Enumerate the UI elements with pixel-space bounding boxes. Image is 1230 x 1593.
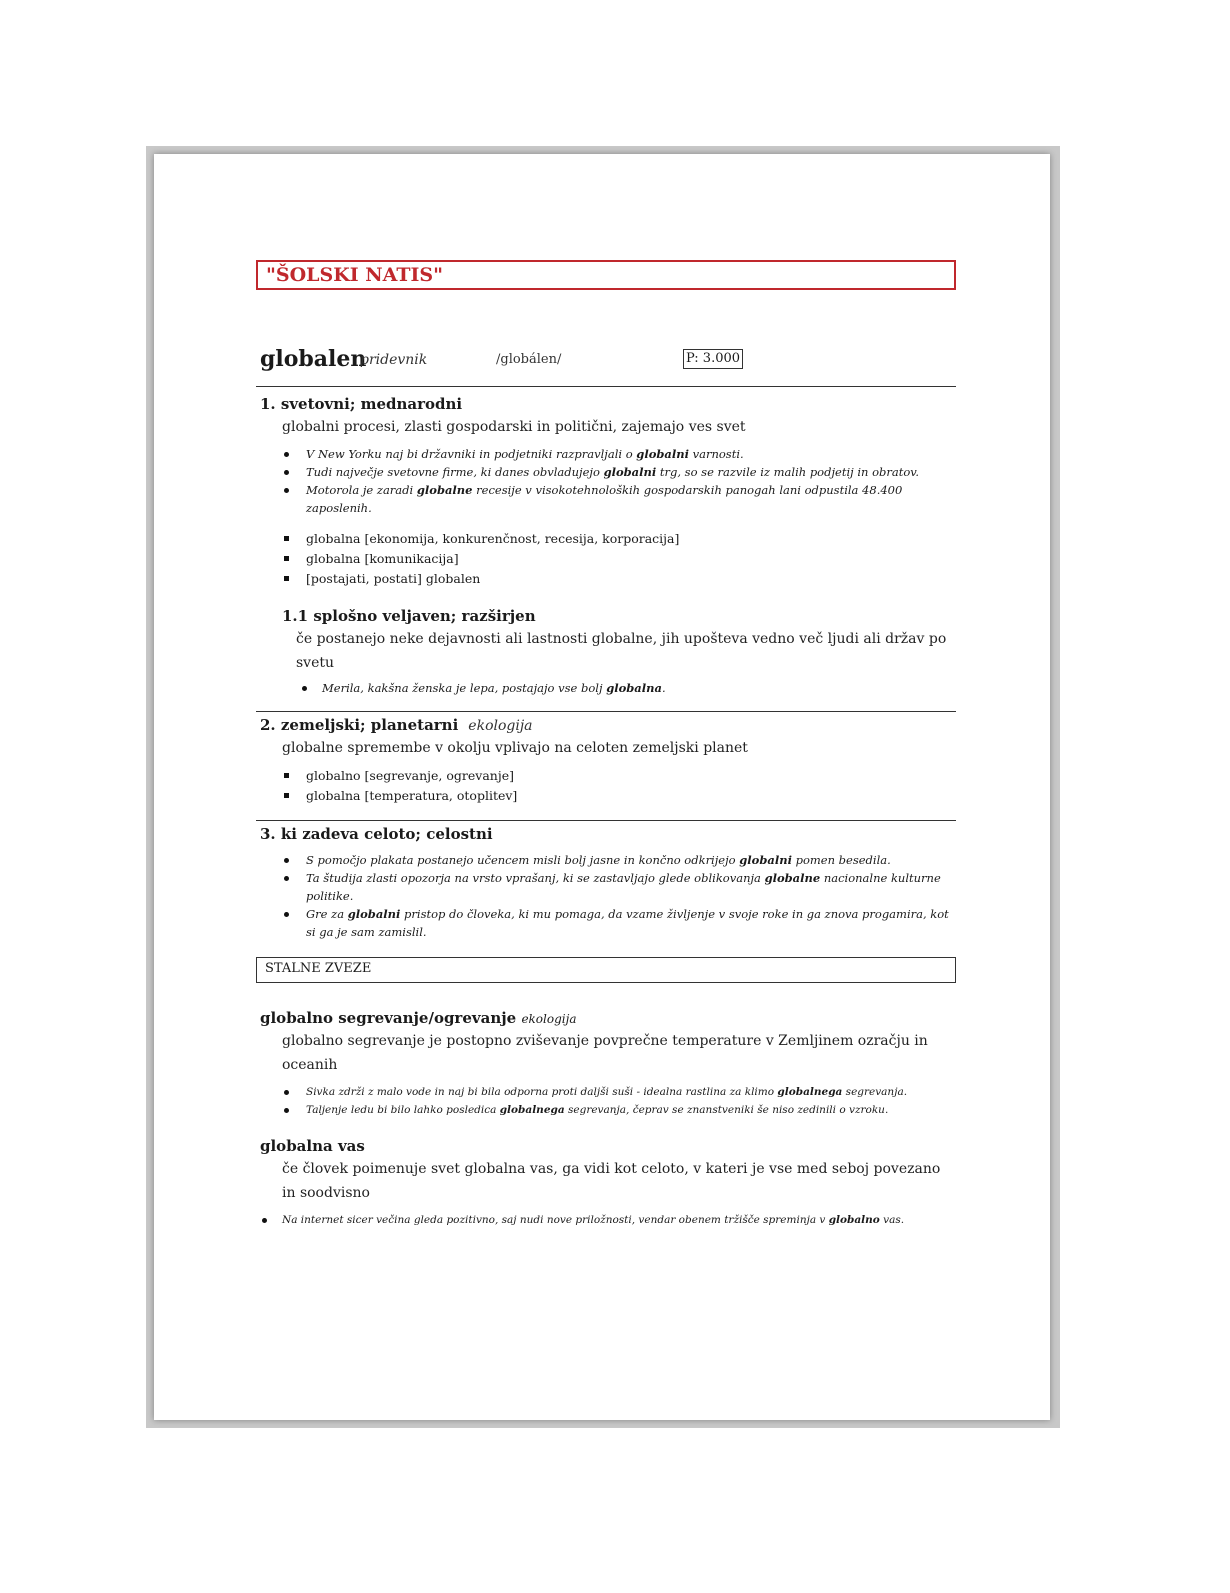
sense-divider (256, 820, 956, 821)
sense-3-examples (256, 851, 956, 941)
example-item: V New Yorku naj bi državniki in podjetniki razpravljali o globalni varnosti. (256, 445, 956, 463)
sense-2-collocations (256, 766, 956, 806)
sense-1-definition: globalni procesi, zlasti gospodarski in politični, zajemajo ves svet (282, 419, 746, 435)
phrase-2-definition: če človek poimenuje svet globalna vas, ga vidi kot celoto, v kateri je vse med seboj povezano in soodvisno (282, 1161, 941, 1201)
example-item: Na internet sicer večina gleda pozitivno, saj nudi nove priložnosti, vendar obenem tržišče spreminja v globalno vas. (256, 1211, 956, 1229)
sense-3-title: 3. ki zadeva celoto; celostni (260, 825, 493, 843)
example-item: Tudi največje svetovne firme, ki danes obvladujejo globalni trg, so se razvile iz malih podjetij in obratov. (256, 463, 956, 481)
phrase-2-title: globalna vas (260, 1137, 365, 1155)
document-page (154, 154, 1050, 1420)
dictionary-title: "ŠOLSKI NATIS" (256, 260, 956, 290)
example-item: S pomočjo plakata postanejo učencem misli bolj jasne in končno odkrijejo globalni pomen besedila. (256, 851, 956, 869)
pronunciation: /globálen/ (496, 352, 562, 367)
collocation-item: globalno [segrevanje, ogrevanje] (256, 766, 956, 786)
part-of-speech: pridevnik (360, 352, 428, 368)
fixed-phrases-header: STALNE ZVEZE (256, 957, 956, 983)
subsense-definition: če postanejo neke dejavnosti ali lastnosti globalne, jih upošteva vedno več ljudi ali držav po svetu (296, 631, 947, 671)
phrase-1-title: globalno segrevanje/ogrevanje ekologija (260, 1009, 577, 1027)
sense-2-definition: globalne spremembe v okolju vplivajo na celoten zemeljski planet (282, 740, 748, 756)
dictionary-entry (256, 260, 956, 1229)
example-item: Motorola je zaradi globalne recesije v visokotehnoloških gospodarskih panogah lani odpustila 48.400 zaposlenih. (256, 481, 956, 517)
phrase-1-examples (256, 1083, 956, 1119)
example-item: Gre za globalni pristop do človeka, ki mu pomaga, da vzame življenje v svoje roke in ga znova progamira, kot si ga je sam zamislil. (256, 905, 956, 941)
example-item: Sivka zdrži z malo vode in naj bi bila odporna proti daljši suši - idealna rastlina za klimo globalnega segrevanja. (256, 1083, 956, 1101)
sense-2-title: 2. zemeljski; planetarni ekologija (260, 716, 533, 734)
phrase-2-examples (256, 1211, 956, 1229)
phrase-1-definition: globalno segrevanje je postopno zviševanje povprečne temperature v Zemljinem ozračju in oceanih (282, 1033, 928, 1073)
frequency-badge: P: 3.000 (683, 349, 743, 369)
collocation-item: globalna [komunikacija] (256, 549, 956, 569)
domain-label: ekologija (521, 1012, 577, 1026)
sense-1-title: 1. svetovni; mednarodni (260, 395, 463, 413)
headword: globalen (260, 346, 367, 372)
collocation-item: globalna [temperatura, otoplitev] (256, 786, 956, 806)
domain-label: ekologija (468, 718, 533, 734)
sense-divider (256, 711, 956, 712)
collocation-item: globalna [ekonomija, konkurenčnost, recesija, korporacija] (256, 529, 956, 549)
sense-1-collocations (256, 529, 956, 589)
subsense-examples (256, 679, 956, 697)
example-item: Merila, kakšna ženska je lepa, postajajo vse bolj globalna. (256, 679, 956, 697)
headword-row (256, 346, 956, 387)
collocation-item: [postajati, postati] globalen (256, 569, 956, 589)
example-item: Ta študija zlasti opozorja na vrsto vprašanj, ki se zastavljajo glede oblikovanja globalne nacionalne kulturne politike. (256, 869, 956, 905)
subsense-title: 1.1 splošno veljaven; razširjen (282, 607, 536, 625)
example-item: Taljenje ledu bi bilo lahko posledica globalnega segrevanja, čeprav se znanstveniki še niso zedinili o vzroku. (256, 1101, 956, 1119)
sense-1-examples (256, 445, 956, 517)
